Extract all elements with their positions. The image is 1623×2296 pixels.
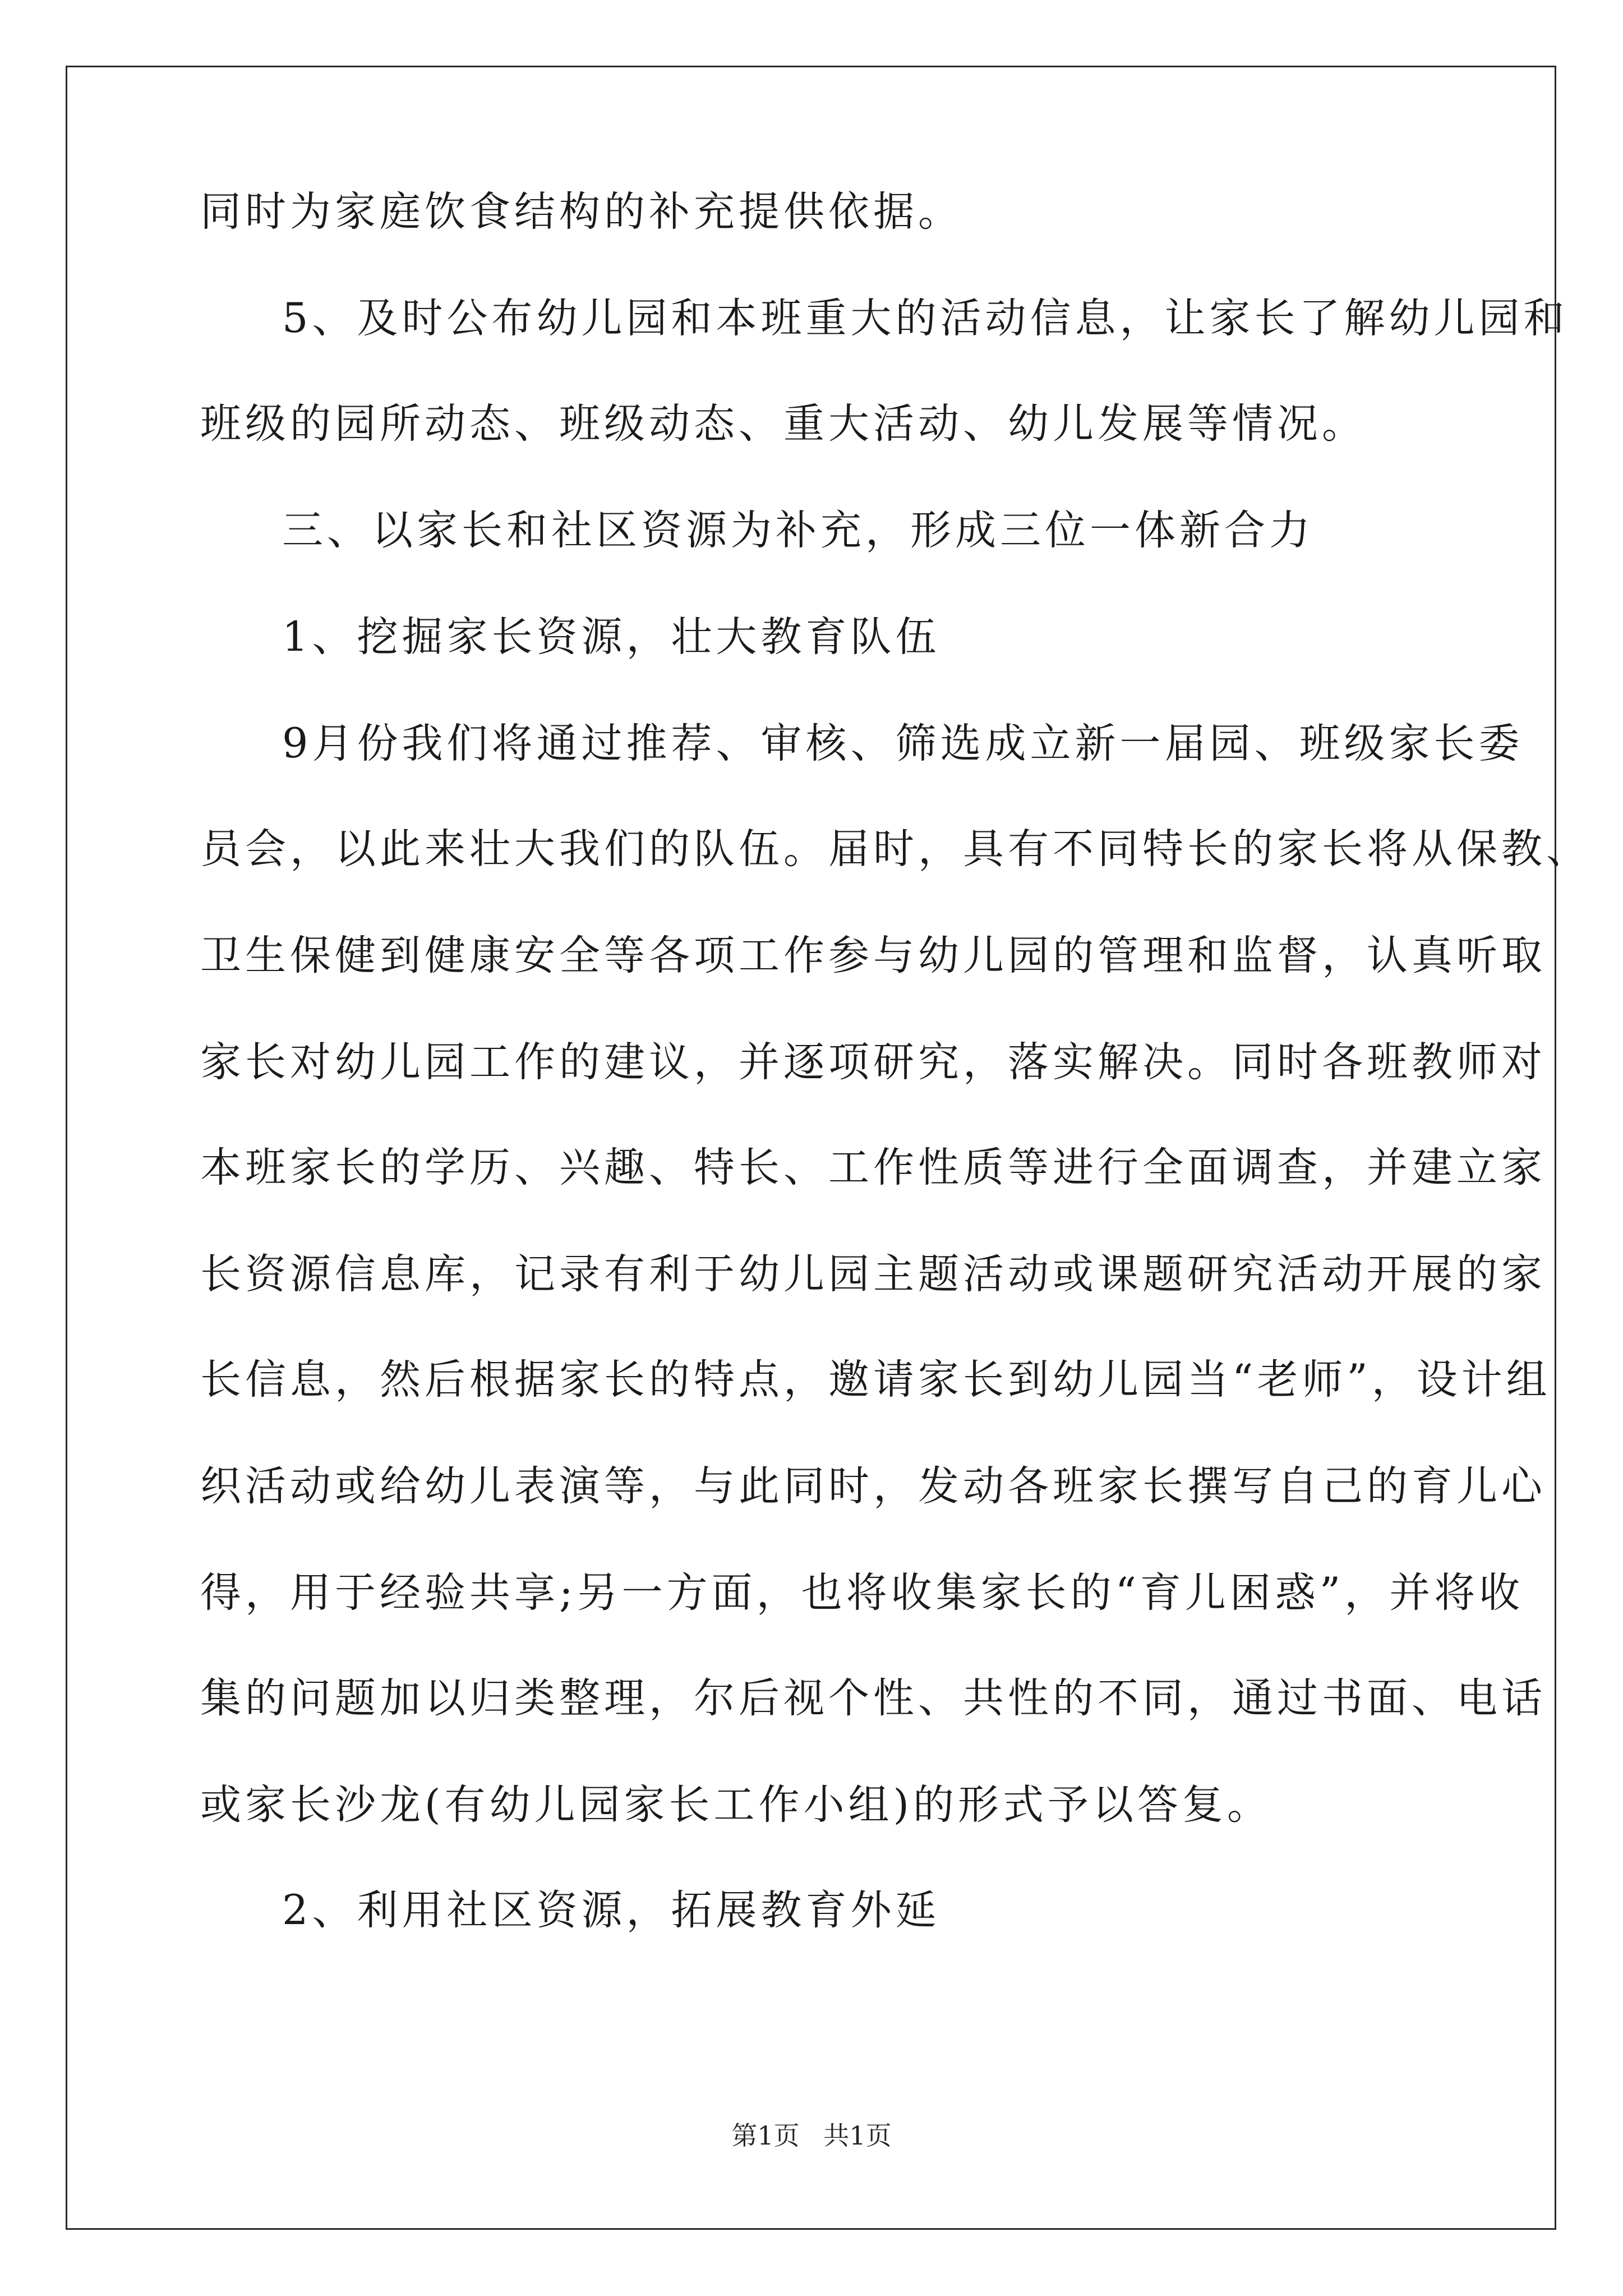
text-line: 织活动或给幼儿表演等，与此同时，发动各班家长撰写自己的育儿心 xyxy=(200,1462,1546,1510)
text-line: 同时为家庭饮食结构的补充提供依据。 xyxy=(200,188,963,236)
text-line: 集的问题加以归类整理，尔后视个性、共性的不同，通过书面、电话 xyxy=(200,1674,1546,1722)
text-line: 班级的园所动态、班级动态、重大活动、幼儿发展等情况。 xyxy=(200,400,1367,448)
text-line: 长资源信息库，记录有利于幼儿园主题活动或课题研究活动开展的家 xyxy=(200,1250,1546,1298)
page-total: 共1页 xyxy=(823,2120,892,2151)
page-footer xyxy=(0,2119,1623,2152)
text-line: 5、及时公布幼儿园和本班重大的活动信息，让家长了解幼儿园和 xyxy=(282,295,1569,342)
text-line: 得，用于经验共享;另一方面，也将收集家长的“育儿困惑”，并将收 xyxy=(200,1569,1524,1617)
text-line: 员会，以此来壮大我们的队伍。届时，具有不同特长的家长将从保教、 xyxy=(200,825,1591,873)
text-line: 长信息，然后根据家长的特点，邀请家长到幼儿园当“老师”，设计组 xyxy=(200,1356,1551,1404)
text-line: 9月份我们将通过推荐、审核、筛选成立新一届园、班级家长委 xyxy=(282,720,1524,767)
text-line: 家长对幼儿园工作的建议，并逐项研究，落实解决。同时各班教师对 xyxy=(200,1038,1546,1086)
page-number: 第1页 xyxy=(731,2120,800,2151)
text-line: 卫生保健到健康安全等各项工作参与幼儿园的管理和监督，认真听取 xyxy=(200,932,1546,979)
text-line: 本班家长的学历、兴趣、特长、工作性质等进行全面调查，并建立家 xyxy=(200,1144,1546,1191)
text-line: 或家长沙龙(有幼儿园家长工作小组)的形式予以答复。 xyxy=(200,1781,1272,1829)
section-heading: 三、以家长和社区资源为补充，形成三位一体新合力 xyxy=(282,507,1314,554)
subsection-heading: 2、利用社区资源，拓展教育外延 xyxy=(282,1887,940,1934)
subsection-heading: 1、挖掘家长资源，壮大教育队伍 xyxy=(282,613,940,661)
